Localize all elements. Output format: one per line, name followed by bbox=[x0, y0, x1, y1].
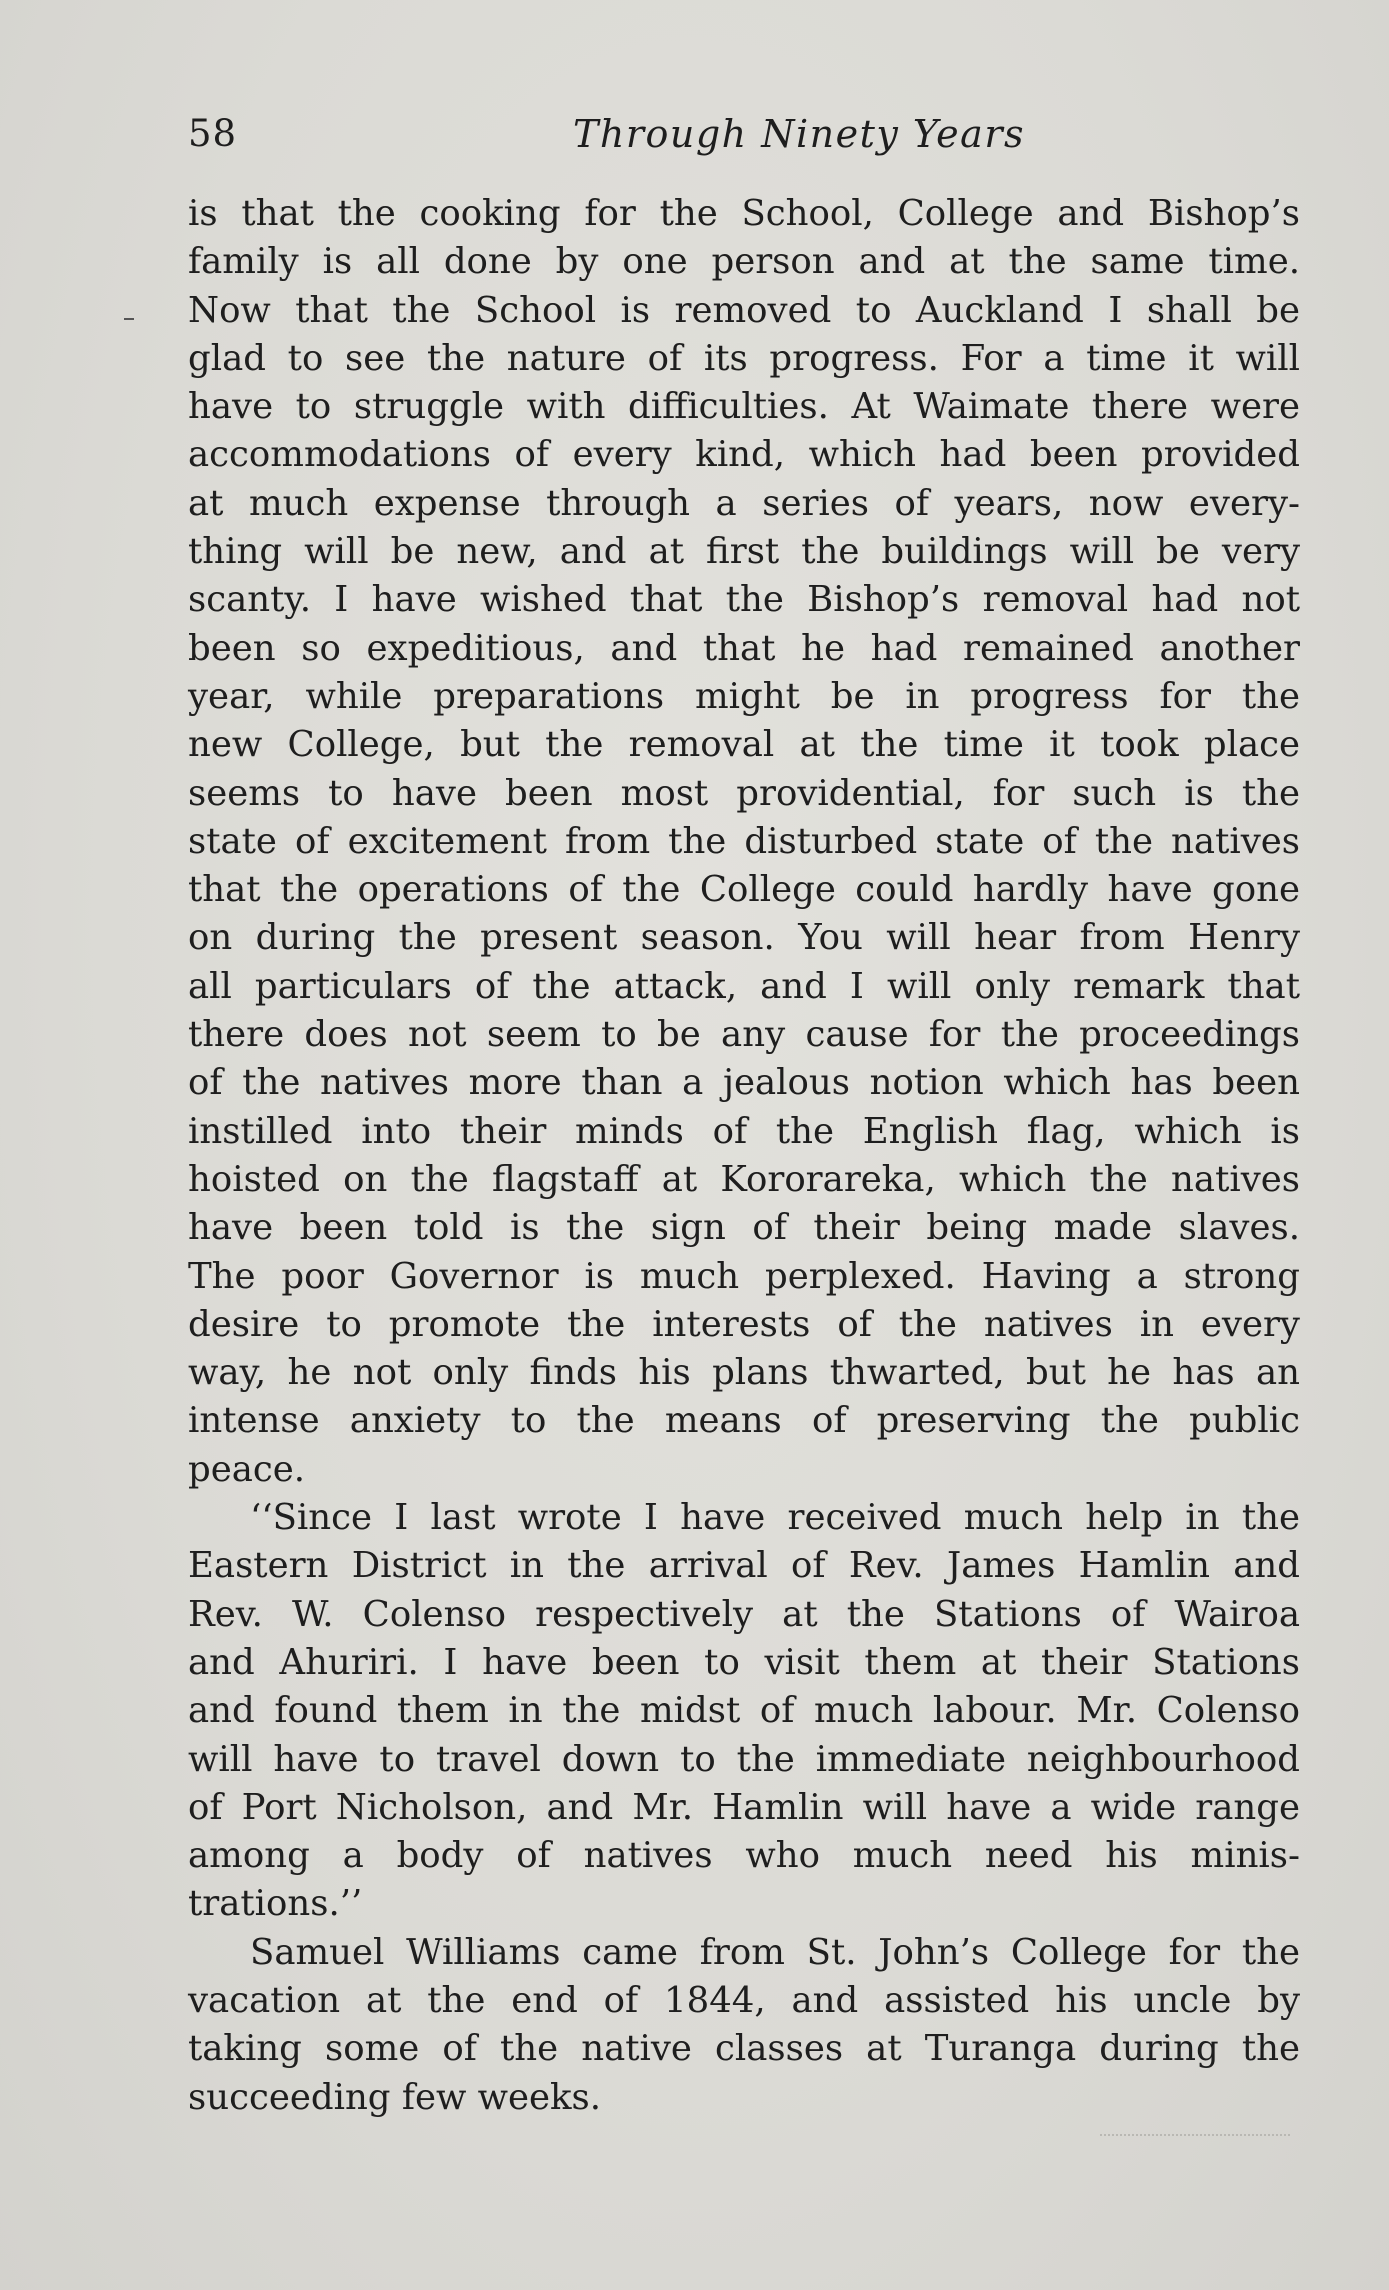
text-line: Now that the School is removed to Auckland I shall be bbox=[188, 289, 1300, 331]
text-line: succeeding few weeks. bbox=[188, 2076, 602, 2118]
text-line: year, while preparations might be in progress for the bbox=[188, 675, 1300, 717]
text-line: taking some of the native classes at Turanga during the bbox=[188, 2028, 1300, 2070]
text-line: have to struggle with difficulties. At Waimate there were bbox=[188, 386, 1300, 428]
text-line: peace. bbox=[188, 1448, 306, 1490]
text-line: of the natives more than a jealous notion which has been bbox=[188, 1062, 1300, 1104]
text-line: will have to travel down to the immediate neighbourhood bbox=[188, 1738, 1300, 1780]
text-line: instilled into their minds of the English flag, which is bbox=[188, 1110, 1300, 1152]
text-line: vacation at the end of 1844, and assisted his uncle by bbox=[188, 1979, 1300, 2021]
text-line: thing will be new, and at first the buildings will be very bbox=[188, 531, 1300, 573]
running-title: Through Ninety Years bbox=[573, 112, 1025, 156]
text-line: glad to see the nature of its progress. For a time it will bbox=[188, 337, 1300, 379]
margin-mark bbox=[124, 318, 134, 320]
text-line: among a body of natives who much need his minis- bbox=[188, 1835, 1300, 1877]
text-line: new College, but the removal at the time it took place bbox=[188, 724, 1300, 766]
text-line: is that the cooking for the School, College and Bishop’s bbox=[188, 193, 1300, 234]
text-line: scanty. I have wished that the Bishop’s removal had not bbox=[188, 579, 1300, 621]
paragraph-2 bbox=[188, 1494, 1300, 1929]
text-line: trations.’’ bbox=[188, 1883, 363, 1925]
text-line: The poor Governor is much perplexed. Having a strong bbox=[188, 1255, 1300, 1297]
text-line: on during the present season. You will hear from Henry bbox=[188, 917, 1300, 959]
text-line: Rev. W. Colenso respectively at the Stations of Wairoa bbox=[188, 1593, 1300, 1635]
text-line: there does not seem to be any cause for the proceedings bbox=[188, 1014, 1300, 1056]
text-line: hoisted on the flagstaff at Kororareka, which the natives bbox=[188, 1158, 1300, 1200]
text-line: at much expense through a series of years, now every- bbox=[188, 482, 1300, 524]
paragraph-1 bbox=[188, 190, 1300, 1494]
text-line: Eastern District in the arrival of Rev. James Hamlin and bbox=[188, 1545, 1300, 1587]
body-text bbox=[188, 190, 1300, 2122]
text-line: intense anxiety to the means of preserving the public bbox=[188, 1400, 1300, 1442]
text-line: desire to promote the interests of the natives in every bbox=[188, 1303, 1300, 1345]
text-line: been so expeditious, and that he had remained another bbox=[188, 627, 1300, 669]
bottom-rule bbox=[1100, 2134, 1290, 2137]
text-line: Samuel Williams came from St. John’s College for the bbox=[250, 1931, 1300, 1973]
text-line: have been told is the sign of their being made slaves. bbox=[188, 1207, 1300, 1249]
text-line: way, he not only finds his plans thwarted, but he has an bbox=[188, 1352, 1300, 1394]
text-line: seems to have been most providential, for such is the bbox=[188, 772, 1300, 814]
text-line: and Ahuriri. I have been to visit them at their Stations bbox=[188, 1641, 1300, 1683]
text-line: accommodations of every kind, which had been provided bbox=[188, 434, 1300, 476]
text-line: all particulars of the attack, and I will only remark that bbox=[188, 965, 1300, 1007]
page-number: 58 bbox=[188, 112, 238, 155]
text-line: of Port Nicholson, and Mr. Hamlin will have a wide range bbox=[188, 1786, 1300, 1828]
page-header bbox=[188, 112, 1300, 168]
text-line: ‘‘Since I last wrote I have received much help in the bbox=[250, 1497, 1300, 1539]
paragraph-3 bbox=[188, 1929, 1300, 2122]
text-line: family is all done by one person and at the same time. bbox=[188, 241, 1300, 283]
text-line: that the operations of the College could hardly have gone bbox=[188, 869, 1300, 911]
text-line: state of excitement from the disturbed state of the natives bbox=[188, 820, 1300, 862]
text-line: and found them in the midst of much labour. Mr. Colenso bbox=[188, 1690, 1300, 1732]
